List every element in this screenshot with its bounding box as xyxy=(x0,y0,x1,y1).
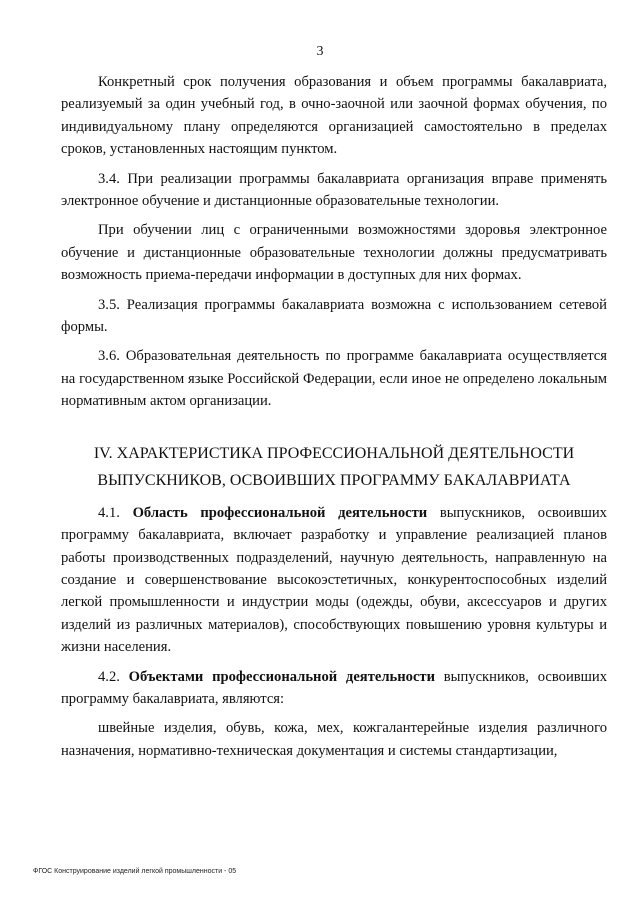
paragraph-disabilities: При обучении лиц с ограниченными возможностями здоровья электронное обучение и дистанционные образовательные технологии должны предусматривать возможность приема-передачи информации в доступных для них формах. xyxy=(61,222,607,284)
item-4-1-text: выпускников, освоивших программу бакалавриата, включает разработку и управление реализацией планов работы производственных подразделений, научную деятельность, направленную на создание и совершенствование высокоэстетичных, конкурентоспособных изделий легкой промышленности и индустрии моды (одежды, обуви, аксессуаров и других изделий из различных материалов), способствующих повышению уровня культуры и жизни населения. xyxy=(61,504,607,656)
paragraph-objects-list: швейные изделия, обувь, кожа, мех, кожгалантерейные изделия различного назначения, нормативно-техническая документация и системы стандартизации, xyxy=(61,720,607,759)
item-4-2-text: выпускников, освоивших программу бакалавриата, являются: xyxy=(61,668,607,707)
section-heading-line-2: ВЫПУСКНИКОВ, ОСВОИВШИХ ПРОГРАММУ БАКАЛАВРИАТА xyxy=(97,471,571,489)
page-footer: ФГОС Конструирование изделий легкой промышленности - 05 xyxy=(33,868,237,875)
paragraph-term: Конкретный срок получения образования и объем программы бакалавриата, реализуемый за один учебный год, в очно-заочной или заочной формах обучения, по индивидуальному плану определяются организацией самостоятельно в пределах сроков, установленных настоящим пунктом. xyxy=(61,74,607,158)
paragraph-3-6: 3.6. Образовательная деятельность по программе бакалавриата осуществляется на государственном языке Российской Федерации, если иное не определено локальным нормативным актом организации. xyxy=(61,348,607,410)
paragraph-4-1 xyxy=(61,502,607,659)
section-heading xyxy=(61,440,607,494)
item-4-2-bold-term: Объектами профессиональной деятельности xyxy=(128,668,436,685)
item-4-2-number: 4.2. xyxy=(98,668,120,685)
document-body xyxy=(61,71,607,769)
section-heading-line-1: IV. ХАРАКТЕРИСТИКА ПРОФЕССИОНАЛЬНОЙ ДЕЯТЕЛЬНОСТИ xyxy=(93,444,575,462)
paragraph-4-2 xyxy=(61,666,607,711)
paragraph-3-5: 3.5. Реализация программы бакалавриата возможна с использованием сетевой формы. xyxy=(61,296,607,336)
item-4-1-bold-term: Область профессиональной деятельности xyxy=(132,504,428,521)
page-number: 3 xyxy=(316,44,324,59)
item-4-1-number: 4.1. xyxy=(98,504,120,521)
paragraph-3-4: 3.4. При реализации программы бакалавриата организация вправе применять электронное обучение и дистанционные образовательные технологии. xyxy=(61,170,607,210)
